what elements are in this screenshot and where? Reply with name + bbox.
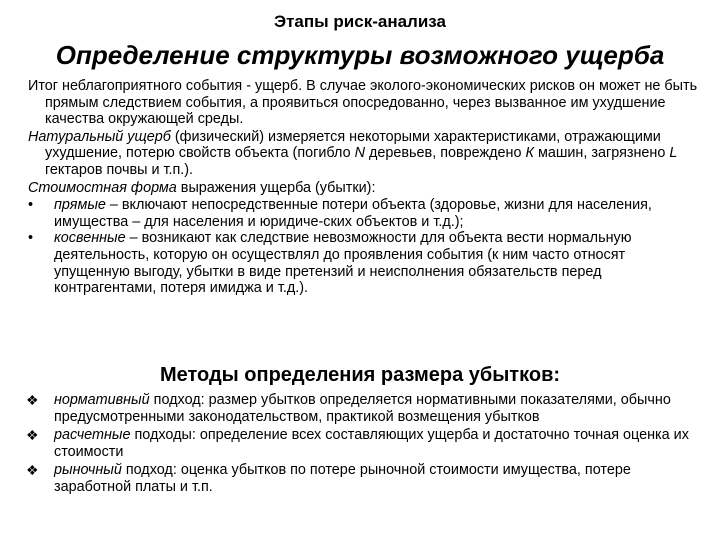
- bullet-icon: •: [28, 230, 34, 247]
- bullet-icon: •: [28, 197, 34, 214]
- list-item-indirect: [28, 230, 698, 296]
- cost-form-term: Стоимостная форма: [28, 179, 177, 196]
- list-item-direct: [28, 197, 698, 230]
- method-item-calculated: [26, 427, 700, 460]
- indirect-term: косвенные: [54, 230, 126, 247]
- intro-paragraph-1: Итог неблагоприятного события - ущерб. В случае эколого-экономических рисков он может не быть прямым следствием события, а проявиться опосредованно, через вызванное им ухудшение качества окружающей среды.: [28, 78, 698, 128]
- intro-paragraph-2-text-a: (физический) измеряется некоторыми характеристиками, отражающими ухудшение, потерю свойств объекта (погибло: [45, 128, 661, 162]
- indirect-description: – возникают как следствие невозможности для объекта вести нормальную деятельность, которую он осуществлял до проявления события (к ним часто относят упущенную выгоду, убытки в виде претензий и неисполнения обязательств перед контрагентами, потеря имиджа и т.д.).: [54, 230, 632, 297]
- method-text: [54, 462, 700, 495]
- normative-description: подход: размер убытков определяется нормативными показателями, обычно предусмотренными законодательством, практикой возмещения убытков: [54, 392, 671, 425]
- direct-term: прямые: [54, 197, 106, 214]
- methods-heading: Методы определения размера убытков:: [159, 364, 561, 386]
- variable-l: L: [669, 145, 678, 162]
- intro-paragraph-2: [28, 129, 698, 179]
- normative-term: нормативный: [54, 392, 150, 408]
- variable-k: К: [525, 145, 534, 162]
- calculated-term: расчетные: [54, 427, 131, 444]
- diamond-bullet-icon: ❖: [26, 462, 39, 479]
- slide-title: Определение структуры возможного ущерба: [55, 40, 665, 70]
- method-text: [54, 392, 700, 425]
- list-item-text: [54, 197, 698, 230]
- diamond-bullet-icon: ❖: [26, 392, 39, 408]
- market-description: подход: оценка убытков по потере рыночной стоимости имущества, потере заработной платы и т.п.: [54, 462, 631, 495]
- variable-n: N: [354, 145, 365, 162]
- direct-description: – включают непосредственные потери объекта (здоровье, жизни для населения, имущества – для населения и юридиче-ских объектов и т.д.);: [54, 197, 652, 230]
- slide-subtitle: Этапы риск-анализа: [274, 12, 446, 31]
- methods-list: [26, 392, 700, 498]
- intro-paragraph-2-text-b: деревьев, повреждено: [365, 145, 526, 162]
- method-text: [54, 427, 700, 460]
- intro-paragraph-3-text: выражения ущерба (убытки):: [176, 179, 376, 196]
- calculated-description: подходы: определение всех составляющих ущерба и достаточно точная оценка их стоимости: [54, 427, 689, 460]
- intro-paragraph-2-text-c: машин, загрязнено: [533, 145, 670, 162]
- intro-paragraph-3: [28, 180, 698, 197]
- natural-damage-term: Натуральный ущерб: [28, 128, 171, 145]
- intro-paragraph-2-text-d: гектаров почвы и т.п.).: [45, 161, 194, 178]
- method-item-normative: [26, 392, 700, 425]
- intro-section: [28, 78, 698, 297]
- market-term: рыночный: [54, 462, 122, 479]
- diamond-bullet-icon: ❖: [26, 427, 39, 444]
- method-item-market: [26, 462, 700, 495]
- list-item-text: [54, 230, 698, 296]
